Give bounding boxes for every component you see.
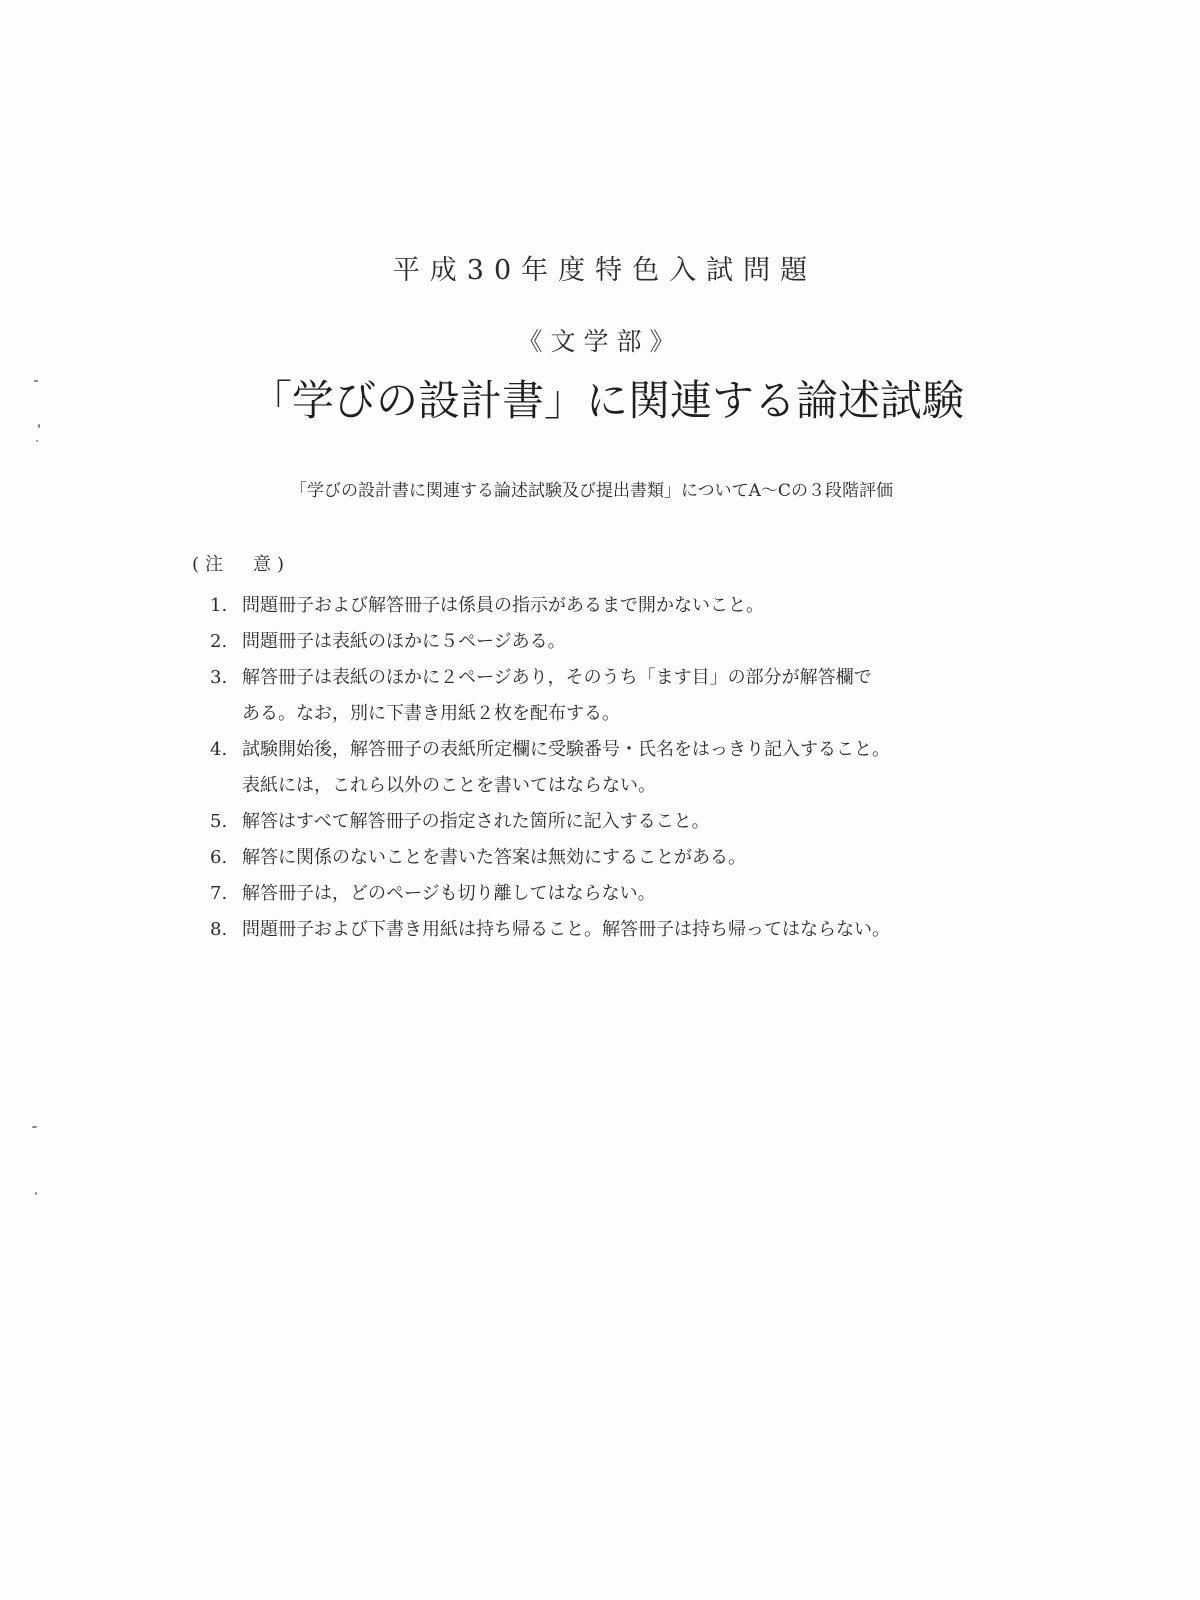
notice-line: 表紙には，これら以外のことを書いてはならない。: [242, 775, 656, 796]
notice-text: [242, 840, 746, 876]
scan-speck: [36, 440, 38, 442]
notice-text: [242, 660, 872, 732]
notice-item: [210, 804, 990, 840]
notice-item: [210, 624, 990, 660]
notice-item: [210, 876, 990, 912]
notice-number: 5.: [210, 811, 228, 832]
notice-text: [242, 876, 656, 912]
notice-line: 問題冊子および解答冊子は係員の指示があるまで開かないこと。: [242, 595, 764, 616]
exam-year-heading: 平成30年度特色入試問題: [392, 255, 818, 286]
notice-list: [210, 588, 990, 948]
notice-line: 問題冊子は表紙のほかに５ページある。: [242, 631, 566, 652]
notice-item: [210, 912, 990, 948]
faculty-heading: 《文学部》: [517, 327, 683, 356]
notice-item: [210, 588, 990, 624]
scan-speck: [32, 1126, 37, 1128]
notice-number: 8.: [210, 919, 228, 940]
notice-text: [242, 624, 566, 660]
notice-number: 6.: [210, 847, 228, 868]
notice-number: 7.: [210, 883, 228, 904]
notice-number: 3.: [210, 667, 228, 688]
notice-line: 問題冊子および下書き用紙は持ち帰ること。解答冊子は持ち帰ってはならない。: [242, 919, 890, 940]
notice-line: 試験開始後，解答冊子の表紙所定欄に受験番号・氏名をはっきり記入すること。: [242, 739, 890, 760]
notice-line: ある。なお，別に下書き用紙２枚を配布する。: [242, 703, 620, 724]
notice-item: [210, 732, 990, 804]
scan-speck: [35, 1192, 37, 1195]
notice-number: 1.: [210, 595, 228, 616]
notice-text: [242, 588, 764, 624]
page-title: 「学びの設計書」に関連する論述試験: [250, 376, 965, 425]
notice-text: [242, 732, 890, 804]
notice-item: [210, 660, 990, 732]
scan-speck: [34, 380, 38, 382]
scan-speck: [38, 424, 40, 428]
notice-item: [210, 840, 990, 876]
notice-number: 4.: [210, 739, 228, 760]
notice-heading: (注 意): [192, 554, 291, 575]
notice-text: [242, 804, 710, 840]
evaluation-note: 「学びの設計書に関連する論述試験及び提出書類」についてA～Cの３段階評価: [290, 481, 893, 501]
notice-text: [242, 912, 890, 948]
notice-number: 2.: [210, 631, 228, 652]
notice-line: 解答はすべて解答冊子の指定された箇所に記入すること。: [242, 811, 710, 832]
notice-line: 解答冊子は，どのページも切り離してはならない。: [242, 883, 656, 904]
notice-line: 解答に関係のないことを書いた答案は無効にすることがある。: [242, 847, 746, 868]
notice-line: 解答冊子は表紙のほかに２ページあり，そのうち「ます目」の部分が解答欄で: [242, 667, 872, 688]
